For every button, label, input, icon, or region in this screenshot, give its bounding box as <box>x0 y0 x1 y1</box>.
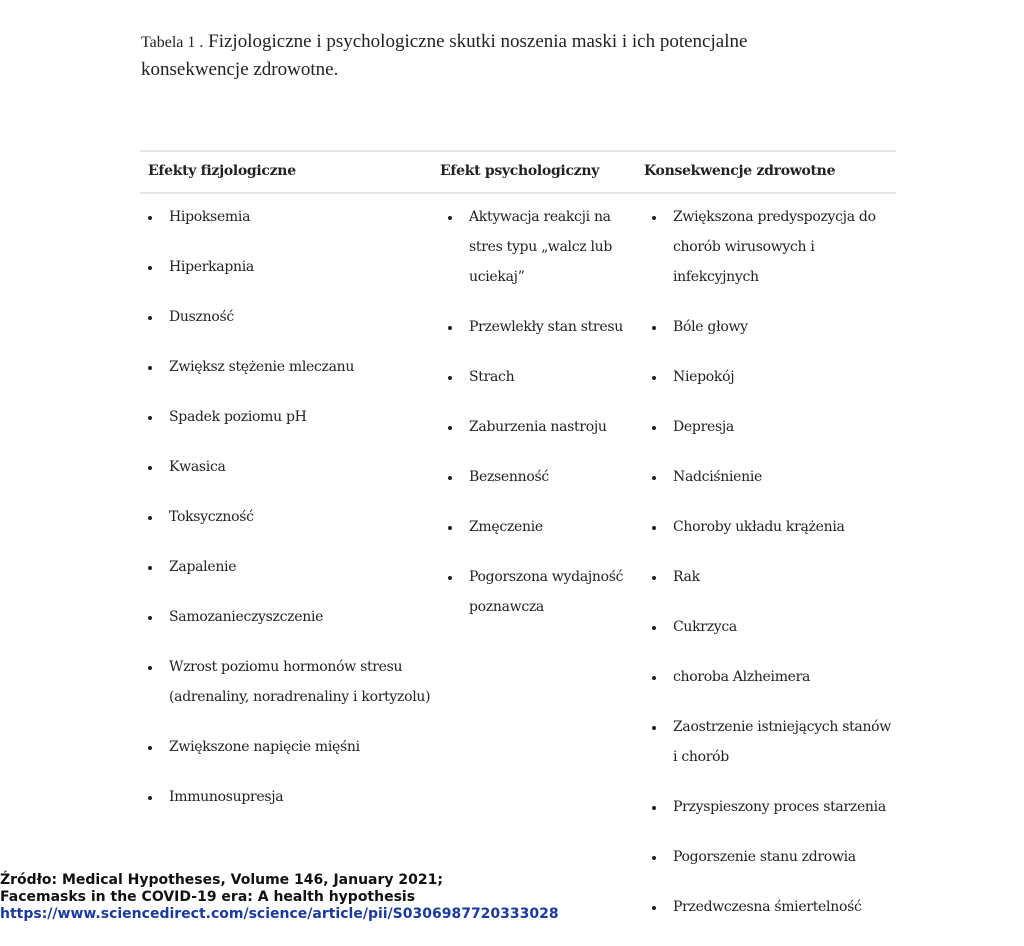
list-item: Zapalenie <box>140 552 435 582</box>
header-physiological: Efekty fizjologiczne <box>148 163 296 179</box>
physiological-list <box>140 202 435 832</box>
caption-text: Fizjologiczne i psychologiczne skutki noszenia maski i ich potencjalne konsekwencje zdrowotne. <box>141 31 748 80</box>
list-item: Zwiększone napięcie mięśni <box>140 732 435 762</box>
list-item: Bezsenność <box>440 462 640 492</box>
list-item: Hiperkapnia <box>140 252 435 282</box>
list-item: Zwiększ stężenie mleczanu <box>140 352 435 382</box>
list-item: Nadciśnienie <box>644 462 896 492</box>
list-item: Zmęczenie <box>440 512 640 542</box>
list-item: Immunosupresja <box>140 782 435 812</box>
list-item: Cukrzyca <box>644 612 896 642</box>
list-item: Spadek poziomu pH <box>140 402 435 432</box>
list-item: Wzrost poziomu hormonów stresu (adrenaliny, noradrenaliny i kortyzolu) <box>140 652 435 712</box>
caption-label: Tabela 1 . <box>141 34 204 51</box>
list-item: Niepokój <box>644 362 896 392</box>
table-header-row <box>140 150 896 194</box>
health-list <box>644 202 896 942</box>
list-item: Aktywacja reakcji na stres typu „walcz lub uciekaj” <box>440 202 640 292</box>
list-item: Kwasica <box>140 452 435 482</box>
list-item: Bóle głowy <box>644 312 896 342</box>
list-item: choroba Alzheimera <box>644 662 896 692</box>
list-item: Przewlekły stan stresu <box>440 312 640 342</box>
header-health: Konsekwencje zdrowotne <box>644 163 836 179</box>
header-psychological: Efekt psychologiczny <box>440 163 600 179</box>
list-item: Depresja <box>644 412 896 442</box>
source-line-2: Facemasks in the COVID-19 era: A health hypothesis <box>0 889 416 905</box>
source-link[interactable]: https://www.sciencedirect.com/science/article/pii/S0306987720333028 <box>0 906 559 922</box>
list-item: Samozanieczyszczenie <box>140 602 435 632</box>
list-item: Choroby układu krążenia <box>644 512 896 542</box>
list-item: Pogorszenie stanu zdrowia <box>644 842 896 872</box>
list-item: Przedwczesna śmiertelność <box>644 892 896 922</box>
source-line-1: Źródło: Medical Hypotheses, Volume 146, January 2021; <box>0 872 443 888</box>
psychological-list <box>440 202 640 642</box>
list-item: Toksyczność <box>140 502 435 532</box>
list-item: Przyspieszony proces starzenia <box>644 792 896 822</box>
list-item: Zwiększona predyspozycja do chorób wirusowych i infekcyjnych <box>644 202 896 292</box>
list-item: Strach <box>440 362 640 392</box>
source-note <box>0 872 559 923</box>
list-item: Zaostrzenie istniejących stanów i chorób <box>644 712 896 772</box>
list-item: Rak <box>644 562 896 592</box>
list-item: Duszność <box>140 302 435 332</box>
list-item: Hipoksemia <box>140 202 435 232</box>
list-item: Zaburzenia nastroju <box>440 412 640 442</box>
list-item: Pogorszona wydajność poznawcza <box>440 562 640 622</box>
table-caption <box>141 28 841 83</box>
